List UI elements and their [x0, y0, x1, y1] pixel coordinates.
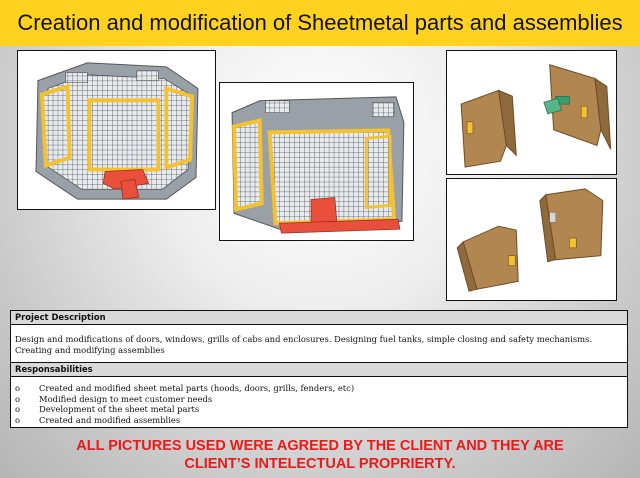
list-item — [15, 415, 623, 426]
page-title: Creation and modification of Sheetmetal parts and assemblies — [17, 10, 623, 35]
sheetmetal-panels-render-1 — [446, 50, 617, 175]
copyright-notice-line-1: ALL PICTURES USED WERE AGREED BY THE CLIENT AND THEY ARE — [76, 438, 564, 454]
cab-enclosure-front-render — [219, 82, 414, 241]
list-item-text: Created and modified assemblies — [39, 414, 181, 425]
responsibilities-heading: Responsabilities — [11, 362, 627, 377]
project-description-table — [10, 310, 628, 428]
list-item-text: Created and modified sheet metal parts (hoods, doors, grills, fenders, etc) — [39, 383, 355, 393]
bullet-marker: o — [15, 414, 21, 425]
cab-enclosure-perspective-render — [17, 50, 216, 210]
copyright-notice — [0, 437, 640, 473]
bullet-marker: o — [15, 393, 21, 404]
list-item — [15, 394, 623, 405]
copyright-notice-line-2: CLIENT’S INTELECTUAL PROPRIERTY. — [184, 456, 456, 472]
list-item — [15, 383, 623, 394]
bullet-marker: o — [15, 404, 21, 414]
bullet-marker: o — [15, 383, 21, 393]
project-description-text: Design and modifications of doors, windows, grills of cabs and enclosures. Designing fuel tanks, simple closing and safety mechanisms. Creating and modifying assemblies — [15, 334, 593, 355]
title-bar — [0, 0, 640, 46]
list-item — [15, 404, 623, 415]
list-item-text: Modified design to meet customer needs — [39, 393, 213, 404]
sheetmetal-panels-render-2 — [446, 178, 617, 301]
list-item-text: Development of the sheet metal parts — [39, 404, 200, 414]
responsibilities-list — [11, 377, 627, 425]
project-description-heading: Project Description — [11, 311, 627, 325]
